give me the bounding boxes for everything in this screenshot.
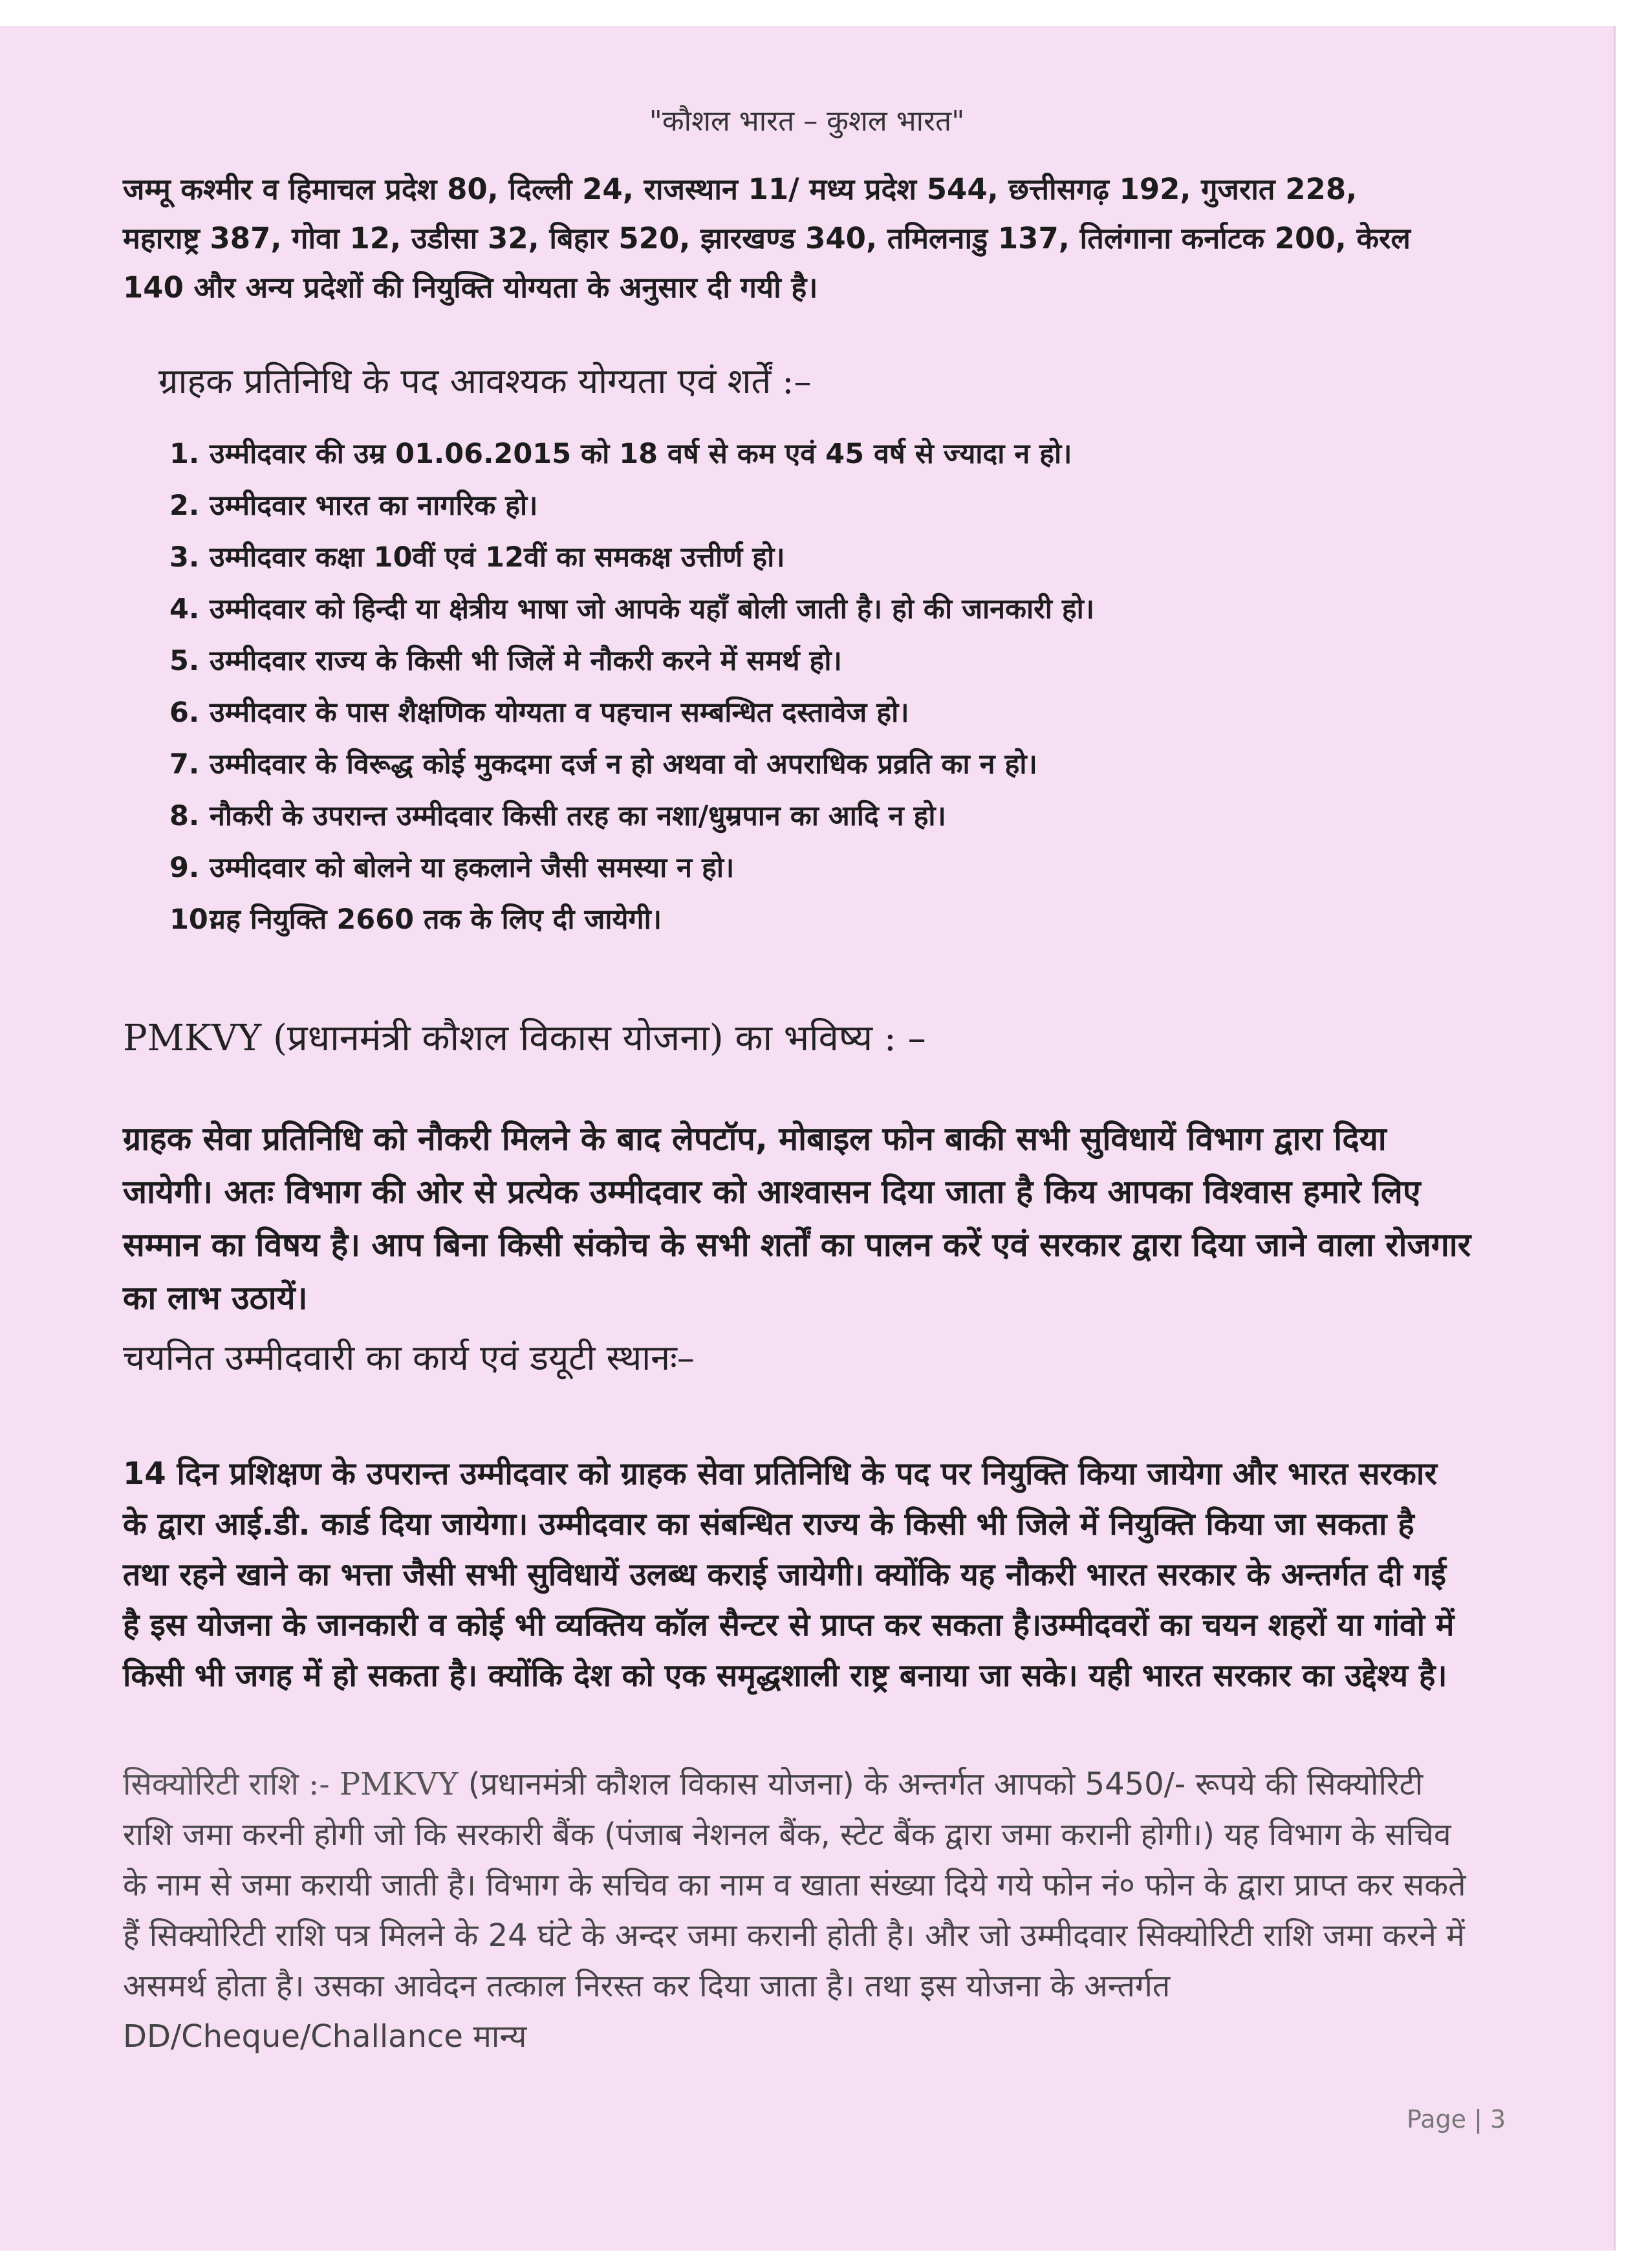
list-item-text: उम्मीदवार की उम्र 01.06.2015 को 18 वर्ष से कम एवं 45 वर्ष से ज्यादा न हो। xyxy=(210,438,1072,470)
list-item-text: उम्मीदवार भारत का नागरिक हो। xyxy=(210,490,538,522)
list-item-text: उम्मीदवार को हिन्दी या क्षेत्रीय भाषा जो आपके यहाँ बोली जाती है। हो की जानकारी हो। xyxy=(210,593,1095,625)
page-motto: "कौशल भारत – कुशल भारत" xyxy=(649,105,965,138)
duty-station-heading: चयनित उम्मीदवारी का कार्य एवं डयूटी स्थानः– xyxy=(123,1337,695,1378)
page-number: Page | 3 xyxy=(1407,2105,1506,2133)
requirements-heading: ग्राहक प्रतिनिधि के पद आवश्यक योग्यता एवं शर्तें :– xyxy=(158,361,812,402)
security-deposit-label: सिक्योरिटी राशि :- PMKVY xyxy=(123,1766,459,1802)
list-item xyxy=(169,640,1398,692)
security-deposit-paragraph xyxy=(123,1759,1468,2062)
list-item-number: 3. xyxy=(169,541,200,574)
duty-station-paragraph: 14 दिन प्रशिक्षण के उपरान्त उम्मीदवार को ग्राहक सेवा प्रतिनिधि के पद पर नियुक्ति किया जायेगा और भारत सरकार के द्वारा आई.डी. कार्ड दिया जायेगा। उम्मीदवार का संबन्धित राज्य के किसी भी जिले में नियुक्ति किया जा सकता है तथा रहने खाने का भत्ता जैसी सभी सुविधायें उलब्ध कराई जायेगी। क्योंकि यह नौकरी भारत सरकार के अन्तर्गत दी गई है इस योजना के जानकारी व कोई भी व्यक्तिय कॉल सैन्टर से प्राप्त कर सकता है।उम्मीदवरों का चयन शहरों या गांवो में किसी भी जगह में हो सकता है। क्योंकि देश को एक समृद्धशाली राष्ट्र बनाया जा सके। यही भारत सरकार का उद्देश्य है। xyxy=(123,1456,1455,1694)
intro-paragraph: जम्मू कश्मीर व हिमाचल प्रदेश 80, दिल्ली 24, राजस्थान 11/ मध्य प्रदेश 544, छत्तीसगढ़ 192, गुजरात 228, महाराष्ट्र 387, गोवा 12, उडीसा 32, बिहार 520, झारखण्ड 340, तमिलनाडु 137, तिलंगाना कर्नाटक 200, केरल 140 और अन्य प्रदेशों की नियुक्ति योग्यता के अनुसार दी गयी है। xyxy=(123,172,1411,305)
list-item-number: 2. xyxy=(169,490,200,522)
pmkvy-future-heading: PMKVY (प्रधानमंत्री कौशल विकास योजना) का भविष्य : – xyxy=(123,1017,926,1059)
list-item-text: उम्मीदवार के पास शैक्षणिक योग्यता व पहचान सम्बन्धित दस्तावेज हो। xyxy=(210,697,909,729)
list-item-number: 4. xyxy=(169,593,200,625)
list-item-text: यह नियुक्ति 2660 तक के लिए दी जायेगी। xyxy=(210,903,662,936)
list-item-text: उम्मीदवार राज्य के किसी भी जिलें मे नौकरी करने में समर्थ हो। xyxy=(210,645,842,677)
list-item-text: उम्मीदवार के विरूद्ध कोई मुकदमा दर्ज न हो अथवा वो अपराधिक प्रव्रति का न हो। xyxy=(210,748,1037,781)
list-item-number: 8. xyxy=(169,800,200,832)
list-item-text: उम्मीदवार कक्षा 10वीं एवं 12वीं का समकक्ष उत्तीर्ण हो। xyxy=(210,541,785,574)
list-item-text: उम्मीदवार को बोलने या हकलाने जैसी समस्या न हो। xyxy=(210,852,735,884)
list-item-number: 7. xyxy=(169,748,200,781)
list-item xyxy=(169,537,1398,589)
list-item-number: 5. xyxy=(169,645,200,677)
list-item-number: 10. xyxy=(169,903,219,936)
document-page xyxy=(0,26,1616,2251)
list-item-number: 9. xyxy=(169,852,200,884)
list-item xyxy=(169,899,1398,951)
list-item xyxy=(169,847,1398,899)
list-item xyxy=(169,589,1398,640)
security-deposit-text: (प्रधानमंत्री कौशल विकास योजना) के अन्तर्गत आपको 5450/- रूपये की सिक्योरिटी राशि जमा करनी होगी जो कि सरकारी बैंक (पंजाब नेशनल बैंक, स्टेट बैंक द्वारा जमा करानी होगी।) यह विभाग के सचिव के नाम से जमा करायी जाती है। विभाग के सचिव का नाम व खाता संख्या दिये गये फोन नं० फोन के द्वारा प्राप्त कर सकते हैं सिक्योरिटी राशि पत्र मिलने के 24 घंटे के अन्दर जमा करानी होती है। और जो उम्मीदवार सिक्योरिटी राशि जमा करने में असमर्थ होता है। उसका आवेदन तत्काल निरस्त कर दिया जाता है। तथा इस योजना के अन्तर्गत DD/Cheque/Challance मान्य xyxy=(123,1766,1466,2055)
pmkvy-future-paragraph: ग्राहक सेवा प्रतिनिधि को नौकरी मिलने के बाद लेपटॉप, मोबाइल फोन बाकी सभी सुविधायें विभाग द्वारा दिया जायेगी। अतः विभाग की ओर से प्रत्येक उम्मीदवार को आश्वासन दिया जाता है किय आपका विश्वास हमारे लिए सम्मान का विषय है। आप बिना किसी संकोच के सभी शर्तों का पालन करें एवं सरकार द्वारा दिया जाने वाला रोजगार का लाभ उठायें। xyxy=(123,1120,1471,1317)
requirements-list xyxy=(169,433,1398,951)
list-item xyxy=(169,744,1398,795)
list-item-number: 6. xyxy=(169,697,200,729)
list-item-number: 1. xyxy=(169,438,200,470)
list-item xyxy=(169,795,1398,847)
list-item xyxy=(169,433,1398,485)
list-item xyxy=(169,692,1398,744)
list-item xyxy=(169,485,1398,537)
list-item-text: नौकरी के उपरान्त उम्मीदवार किसी तरह का नशा/धुम्रपान का आदि न हो। xyxy=(210,800,946,832)
